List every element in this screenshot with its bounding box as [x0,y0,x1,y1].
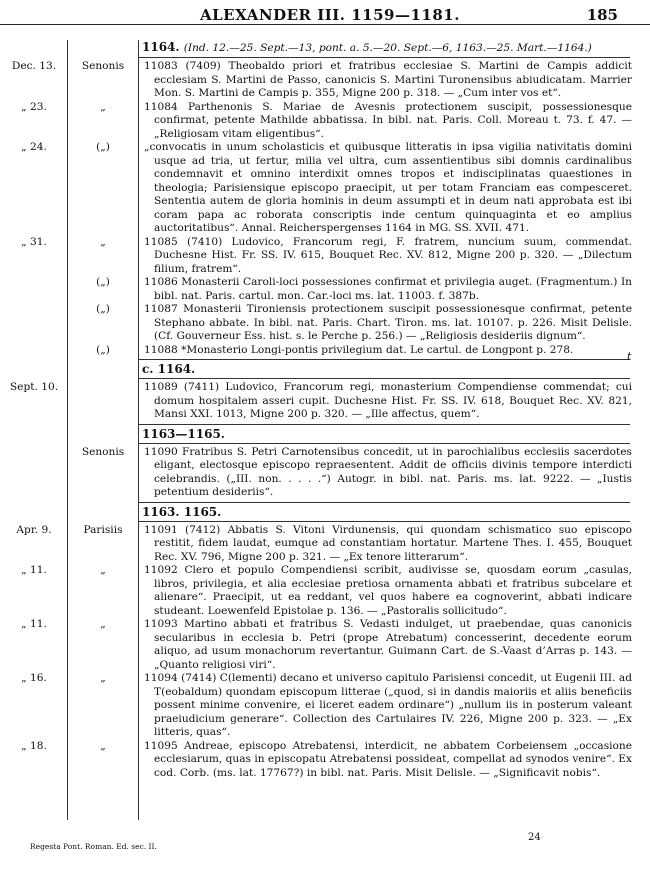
section-rule [138,359,630,360]
entry-text: 11091 (7412) Abbatis S. Vitoni Virdunensis, qui quondam schismatico suo episcopo restitit, fidem laudat, eumque ad constantiam hortatur. Martene Thes. I. 455, Bouquet Rec. XV. 796, Migne 200 p. 321. — „Ex tenore litterarum“. [144,523,632,563]
section-rule [138,424,630,425]
section-heading [142,362,628,378]
entry-date: „ 16. [21,672,47,684]
regest-entry [0,303,650,344]
footer-imprint: Regesta Pont. Roman. Ed. sec. II. [30,842,157,851]
entry-place: Senonis [81,60,125,72]
regest-entry [0,381,650,422]
section-year: c. 1164. [142,362,196,376]
section-year: 1163. 1165. [142,504,222,519]
regest-entry [0,524,650,565]
entry-text: 11083 (7409) Theobaldo priori et fratribus ecclesiae S. Martini de Campis addicit ecclesiam S. Martini de Passo, canonicis S. Martini Turonensibus abiudicatam. Marrier Mon. S. Martini de Campis p. 355, Migne 200 p. 318. — „Cum inter vos et“. [144,60,632,99]
regest-entry [0,236,650,277]
entry-text: 11095 Andreae, episcopo Atrebatensi, interdicit, ne abbatem Corbeiensem „occasione ecclesiarum, quas in episcopatu Atrebatensi possideat, compellat ad synodos venire“. Ex cod. Corb. (ms. lat. 17767?) in bibl. nat. Paris. Misit Delisle. — „Significavit nobis“. [144,739,632,779]
section-heading [142,40,628,57]
entry-text: 11084 Parthenonis S. Mariae de Avesnis protectionem suscipit, possessionesque confirmat, petente Mathilde abbatissa. In bibl. nat. Paris. Coll. Moreau t. 73. f. 47. — „Religiosam vitam eligentibus“. [144,100,632,140]
section-year: 1164. [142,40,180,54]
margin-mark: t [627,350,632,363]
entry-place: Parisiis [83,523,123,536]
entry-text: 11089 (7411) Ludovico, Francorum regi, monasterium Compendiense commendat; cui domum hospitalem asseri cupit. Duchesne Hist. Fr. SS. IV. 618, Bouquet Rec. XV. 821, Mansi XXI. 1013, Migne 200 p. 320. — „Ille affectus, quem“. [144,381,632,420]
running-header [0,4,650,25]
entry-place: („) [96,343,110,356]
regest-entry [0,564,650,618]
entry-date: „ 11. [21,564,47,576]
regest-entry [0,618,650,672]
section-rule [138,502,630,503]
section-heading [142,505,628,521]
entry-place: Senonis [81,445,125,458]
heading-rule [138,443,630,444]
heading-rule [138,57,630,58]
indiction-note: (Ind. 12.—25. Sept.—13, pont. a. 5.—20. Sept.—6, 1163.—25. Mart.—1164.) [183,42,592,54]
entry-text: „convocatis in unum scholasticis et quibusque litteratis in ipsa vigilia nativitatis domini usque ad tria, ut fertur, milia vel ultra, cum assentientibus sibi domnis cardinalibus condemnavit et omnino interdixit omnes tropos et indisciplinatas quaestiones in theologia; Parisiensique episcopo praecipit, ut per totam Franciam eas compesceret. Sententia autem de gloria hominis in deum assumpti et in deum nati approbata est ibi coram papa ac roborata conscriptis inde centum quinquaginta et eo amplius auctoritatibus“. Annal. Reicherspergenses 1164 in MG. SS. XVII. 471. [144,141,632,234]
section-heading [142,427,628,443]
entry-place: „ [100,618,106,630]
entry-place: („) [96,141,110,153]
entry-place: „ [100,235,106,248]
entry-place: „ [100,739,106,752]
regesta-body [0,40,650,780]
section-year: 1163—1165. [142,426,225,441]
regest-entry [0,141,650,236]
entry-text: 11088 *Monasterio Longi-pontis privilegium dat. Le cartul. de Longpont p. 278. [144,343,574,356]
entry-date: Dec. 13. [11,60,57,72]
regest-entry [0,740,650,781]
entry-text: 11087 Monasterii Tironiensis protectionem suscipit possessionesque confirmat, petente Stephano abbate. In bibl. nat. Paris. Chart. Tiron. ms. lat. 10107. p. 226. Misit Delisle. (Cf. Gouverneur Ess. hist. s. le Perche p. 256.) — „Religiosis desideriis dignum“. [144,303,632,342]
entry-place: („) [96,303,110,315]
entry-date: „ 11. [21,618,47,630]
entry-text: 11090 Fratribus S. Petri Carnotensibus concedit, ut in parochialibus ecclesiis sacerdotes eligant, electosque episcopo repraesentent. Addit de officiis divinis tempore interdicti celebrandis. („III. non. . . . .“) Autogr. in bibl. nat. Paris. ms. lat. 9222. — „Iustis petentium desideriis“. [144,445,632,498]
entry-text: 11085 (7410) Ludovico, Francorum regi, F. fratrem, nuncium suum, commendat. Duchesne Hist. Fr. SS. IV. 615, Bouquet Rec. XV. 812, Migne 200 p. 320. — „Dilectum filium, fratrem“. [144,235,632,275]
regest-entry [0,446,650,500]
regest-entry [0,672,650,740]
entry-date: „ 31. [21,235,47,248]
entry-place: „ [100,100,106,113]
regest-entry [0,276,650,303]
entry-text: 11086 Monasterii Caroli-loci possessiones confirmat et privilegia auget. (Fragmentum.) In bibl. nat. Paris. cartul. mon. Car.-loci ms. lat. 11003. f. 387b. [144,276,632,302]
entry-place: („) [96,276,110,288]
entry-text: 11094 (7414) C(lementi) decano et universo capitulo Parisiensi concedit, ut Eugenii III. ad T(eobaldum) quondam episcopum litterae („quod, si in dandis maioriis et aliis beneficiis possent minime convenire, ei liceret eadem ordinare“) „nullum iis in posterum valeant praeiudicium generare“. Collection des Cartulaires IV. 226, Migne 200 p. 323. — „Ex litteris, quas“. [144,672,632,738]
running-title: ALEXANDER III. 1159—1181. [200,6,460,24]
entry-place: „ [100,672,106,684]
entry-date: „ 24. [21,141,47,153]
page-number: 185 [586,6,618,24]
entry-date: „ 23. [21,100,47,113]
heading-rule [138,378,630,379]
entry-text: 11093 Martino abbati et fratribus S. Vedasti indulget, ut praebendae, quas canonicis secularibus in ecclesia b. Petri (prope Atrebatum) concesserint, decedente eorum aliquo, ad usum monachorum revertantur. Guimann Cart. de S.-Vaast d’Arras p. 143. — „Quanto religiosi viri“. [144,618,632,671]
entry-date: Sept. 10. [9,381,59,393]
entry-date: Apr. 9. [16,523,52,536]
regest-entry [0,60,650,101]
entry-place: „ [100,564,106,576]
regest-entry [0,344,650,358]
regest-entry [0,101,650,142]
entry-text: 11092 Clero et populo Compendiensi scribit, audivisse se, quosdam eorum „casulas, libros, privilegia, et alia ecclesiae pretiosa ornamenta abbati et fratribus subcelare et alienare“. Praecipit, ut ea reddant, vel quos habere ea cognoverint, abbati indicare studeant. Loewenfeld Epistolae p. 136. — „Pastoralis sollicitudo“. [144,564,632,617]
signature-number: 24 [528,832,541,843]
heading-rule [138,521,630,522]
entry-date: „ 18. [21,739,47,752]
